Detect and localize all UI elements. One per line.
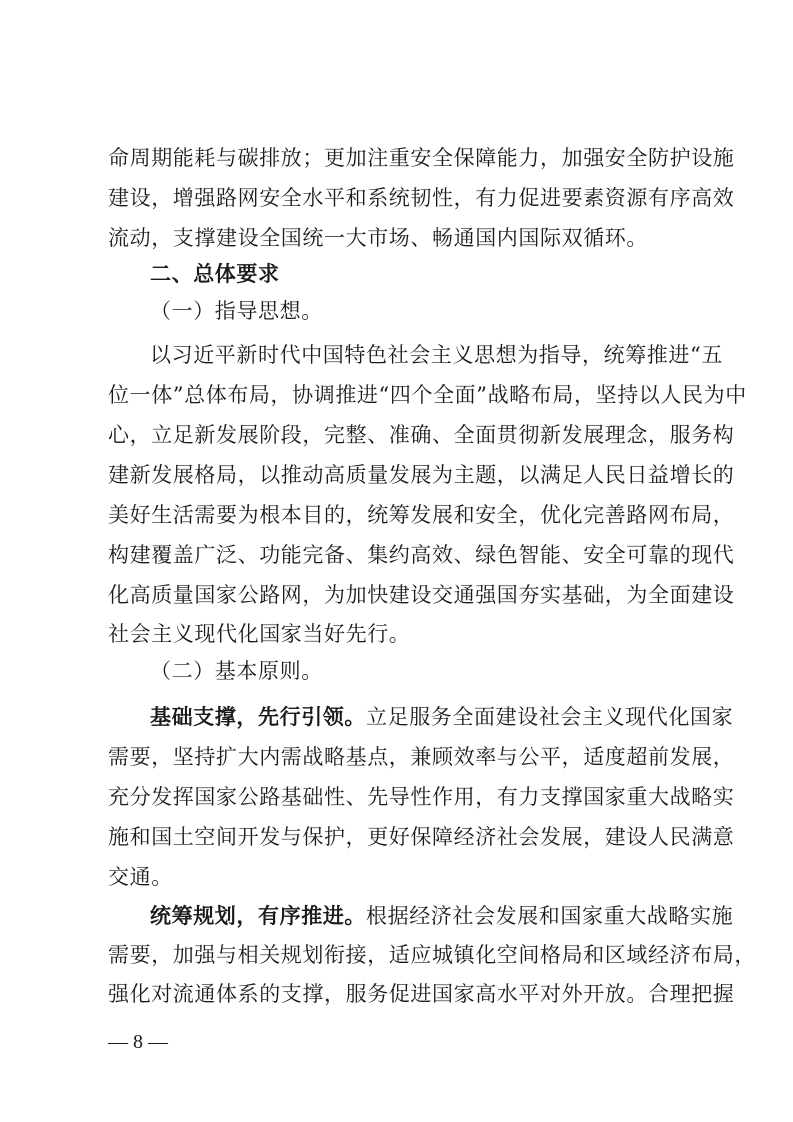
body-text-line: 施和国土空间开发与保护，更好保障经济社会发展，建设人民满意 xyxy=(108,825,735,849)
body-text-line: 构建覆盖广泛、功能完备、集约高效、绿色智能、安全可靠的现代 xyxy=(108,543,735,567)
body-text-line: 充分发挥国家公路基础性、先导性作用，有力支撑国家重大战略实 xyxy=(108,785,735,809)
body-text-line: 建设，增强路网安全水平和系统韧性，有力促进要素资源有序高效 xyxy=(108,186,735,210)
body-text-line: 心，立足新发展阶段，完整、准确、全面贯彻新发展理念，服务构 xyxy=(108,423,735,447)
body-text-line: 需要，坚持扩大内需战略基点，兼顾效率与公平，适度超前发展， xyxy=(108,745,735,769)
body-text-line: 化高质量国家公路网，为加快建设交通强国夯实基础，为全面建设 xyxy=(108,583,735,607)
body-text-line: 需要，加强与相关规划衔接，适应城镇化空间格局和区域经济布局， xyxy=(108,943,756,967)
body-text-line: 流动，支撑建设全国统一大市场、畅通国内国际双循环。 xyxy=(108,226,648,250)
principle-title: 基础支撑，先行引领。 xyxy=(150,705,366,729)
body-text-line: 建新发展格局，以推动高质量发展为主题，以满足人民日益增长的 xyxy=(108,463,735,487)
body-text-line: 位一体”总体布局，协调推进“四个全面”战略布局，坚持以人民为中 xyxy=(108,383,747,407)
page-number: — 8 — xyxy=(108,1031,168,1053)
subsection-heading: （二）基本原则。 xyxy=(150,659,323,683)
principle-text: 根据经济社会发展和国家重大战略实施 xyxy=(366,904,734,928)
principle-title: 统筹规划，有序推进。 xyxy=(150,904,366,928)
principle-text: 立足服务全面建设社会主义现代化国家 xyxy=(366,705,734,729)
body-text-line: 强化对流通体系的支撑，服务促进国家高水平对外开放。合理把握 xyxy=(108,982,735,1006)
body-text-line: 美好生活需要为根本目的，统筹发展和安全，优化完善路网布局， xyxy=(108,503,735,527)
subsection-heading: （一）指导思想。 xyxy=(150,299,323,323)
principle-line xyxy=(150,901,733,931)
body-text-line: 交通。 xyxy=(108,865,173,889)
section-heading: 二、总体要求 xyxy=(150,262,280,286)
principle-line xyxy=(150,702,733,732)
body-text-line: 以习近平新时代中国特色社会主义思想为指导，统筹推进“五 xyxy=(150,343,723,367)
body-text-line: 命周期能耗与碳排放；更加注重安全保障能力，加强安全防护设施 xyxy=(108,146,735,170)
body-text-line: 社会主义现代化国家当好先行。 xyxy=(108,622,411,646)
